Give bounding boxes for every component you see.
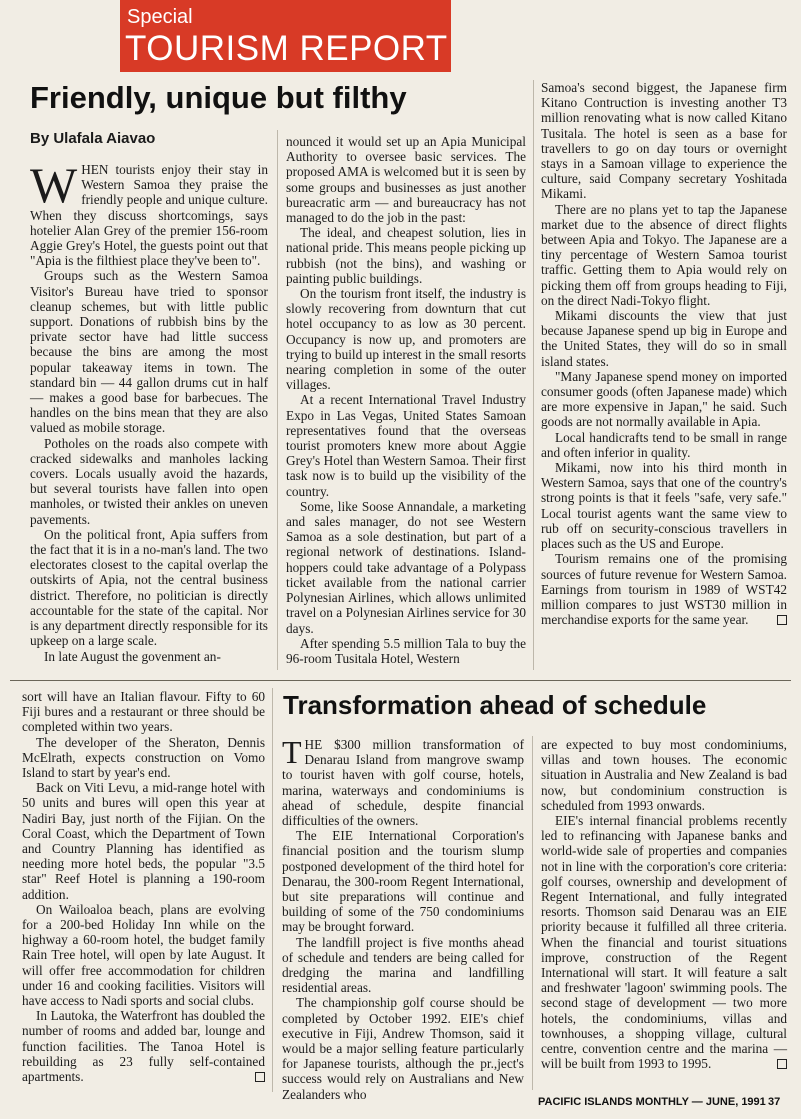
side-para-4 <box>22 1008 265 1084</box>
column-divider <box>533 80 534 670</box>
article1-column-3 <box>541 80 787 627</box>
article1-col1-para-4: In late August the govenment an- <box>44 648 221 664</box>
article1-col3-para-3: "Many Japanese spend money on imported consumer goods (often Japanese made) which are more expensive in Japan," he said. Such goods are not normally available in Apia. <box>541 368 787 430</box>
section-title: TOURISM REPORT <box>125 29 448 68</box>
article2-col1-text-0: HE $300 million transformation of Denarau Island from mangrove swamp to tourist haven with golf course, hotels, marina, waterways and condominiums is ahead of schedule, despite financial difficulties of the owners. <box>282 737 524 829</box>
end-mark-icon <box>777 1059 787 1069</box>
article2-col2-text-1: EIE's internal financial problems recently led to refinancing with Japanese banks and world-wide sale of properties and companies not in line with the corporation's core criteria: golf courses, ownership and development of Regent International, and fully integrated resorts. Thomson said Denarau was an EIE priority because it fulfilled all three criteria. When the financial and tourist situations improve, construction of the Regent International will start. It will feature a salt and freshwater 'lagoon' swimming pools. The second stage of development — two more hotels, the condominiums, villas and townhouses, a shopping village, cultural centre, convention centre and the marina — will be built from 1993 to 1995. <box>541 813 787 1072</box>
article1-col1-para-0 <box>30 157 268 269</box>
article1-col1-text-0: HEN tourists enjoy their stay in Western Samoa they praise the friendly people and unique culture. When they discuss shortcomings, says hotelier Alan Grey of the premier 156-room Aggie Grey's Hotel, the guests point out that "Apia is the filthiest place they've been to". <box>30 162 268 269</box>
column-divider <box>277 130 278 670</box>
article1-col3-para-1: There are no plans yet to tap the Japanese market due to the absence of direct flights between Apia and Tokyo. The Japanese are a tiny percentage of Western Samoa tourist traffic. Getting them to Apia would rely on picking them off from groups heading to Fiji, on the direct Nadi-Tokyo flight. <box>541 201 787 308</box>
article1-col3-para-0: Samoa's second biggest, the Japanese firm Kitano Contruction is investing another T3 million renovating what is now called Kitano Tusitala. The hotel is seen as a base for travellers to go on day tours or overnight stays in a Samoan village to experience the culture, said Company secretary Yoshitada Mikami. <box>541 80 787 202</box>
article2-col1-para-1: The EIE International Corporation's financial position and the tourism slump postponed development of the third hotel for Denarau, the 300-room Regent International, but site preparations will continue and building of some of the 750 condominiums may be brought forward. <box>282 828 524 935</box>
footer-publication: PACIFIC ISLANDS MONTHLY — JUNE, 1991 <box>538 1096 766 1108</box>
article1-col3-text-6: Tourism remains one of the promising sources of future revenue for Western Samoa. Earnings from tourism in 1989 of WST42 million compares to just WST30 million in merchandise exports for the same year. <box>541 551 787 628</box>
article1-col3-para-2: Mikami discounts the view that just because Japanese spend up big in Europe and the United States, they will do so in small island states. <box>541 308 787 369</box>
article-divider <box>10 680 791 681</box>
end-mark-icon <box>777 615 787 625</box>
article2-col1-para-0 <box>282 734 524 829</box>
column-divider <box>532 736 533 1090</box>
article2-dropcap: T <box>282 734 302 770</box>
section-kicker: Special <box>127 6 193 28</box>
article1-col3-para-6 <box>541 551 787 627</box>
article2-column-2 <box>541 737 787 1071</box>
side-para-0: sort will have an Italian flavour. Fifty to 60 Fiji bures and a restaurant or three should be completed within two years. <box>22 689 265 735</box>
article1-headline: Friendly, unique but filthy <box>30 80 407 115</box>
side-para-1: The developer of the Sheraton, Dennis McElrath, expects construction on Vomo Island to start by year's end. <box>22 734 265 781</box>
article2-column-1 <box>282 734 524 1102</box>
article1-col1-para-1: Groups such as the Western Samoa Visitor's Bureau have tried to sponsor cleanup schemes, but with little public support. Donations of rubbish bins by the private sector have had little success because the bins are among the most popular takeaway items in town. The standard bin — 44 gallon drums cut in half — makes a good base for barbecues. The handles on the bins mean that they are also valued as mobile storage. <box>30 268 268 436</box>
article1-col2-para-1: The ideal, and cheapest solution, lies in national pride. This means people picking up rubbish (not the bins), and washing or painting public buildings. <box>286 225 526 286</box>
article1-col2-para-2: On the tourism front itself, the industry is slowly recovering from downturn that cut hotel occupancy to as low as 30 percent. Occupancy is now up, and promoters are trying to build up interest in the small resorts nearing completion in some of the outer villages. <box>286 286 526 393</box>
article1-dropcap: W <box>30 157 78 213</box>
side-text-4: In Lautoka, the Waterfront has doubled the number of rooms and added bar, lounge and function facilities. The Tanoa Hotel is rebuilding as 23 fully self-contained apartments. <box>22 1008 265 1085</box>
article2-col1-para-2: The landfill project is five months ahead of schedule and tenders are being called for dredging the marina and landfilling residential areas. <box>282 934 524 996</box>
section-banner <box>120 0 451 72</box>
article1-col2-para-5: After spending 5.5 million Tala to buy the 96-room Tusitala Hotel, Western <box>286 635 526 666</box>
article1-col2-para-4: Some, like Soose Annandale, a marketing and sales manager, do not see Western Samoa as a sole destination, but part of a regional network of destinations. Island-hoppers could take advantage of a Polypass ticket available from the national carrier Polynesian Airlines, which allows unlimited travel on a Polynesian Airlines service for 30 days. <box>286 498 526 636</box>
column-divider <box>272 688 273 1092</box>
article1-col1-para-2: Potholes on the roads also compete with cracked sidewalks and manholes lacking covers. Locals usually avoid the hazards, but several tourists have fallen into open manholes, or twisted their ankles on uneven pavements. <box>30 435 268 527</box>
article1-col1-para-3: On the political front, Apia suffers from the fact that it is in a no-man's land. The two electorates closest to the capital overlap the outskirts of Apia, not the central business district. Therefore, no politician is directly accountable for the state of the capital. Nor is any department directly responsible for its upkeep on a large scale. <box>30 526 268 649</box>
article1-col2-para-0: nounced it would set up an Apia Municipal Authority to oversee basic services. The proposed AMA is welcomed but it is seen by some groups and businesses as just another bureacratic arm — and bureaucracy has not managed to do the job in the past: <box>286 134 526 226</box>
article1-column-2 <box>286 134 526 666</box>
article2-headline: Transformation ahead of schedule <box>283 690 707 720</box>
page-number: 37 <box>768 1096 781 1108</box>
article1-byline: By Ulafala Aiavao <box>30 130 156 147</box>
article2-col2-para-1 <box>541 813 787 1071</box>
side-column <box>22 689 265 1084</box>
end-mark-icon <box>255 1072 265 1082</box>
article1-column-1 <box>30 157 268 664</box>
article2-col1-para-3: The championship golf course should be completed by October 1992. EIE's chief executive in Fiji, Andrew Thomson, said it would be a major selling feature particularly for Japanese tourists, although the pr.,ject's success would rely on Australians and New Zealanders who <box>282 995 524 1102</box>
article2-col2-para-0: are expected to buy most condominiums, villas and town houses. The economic situation in Australia and New Zealand is bad now, but condominium construction is scheduled from 1993 onwards. <box>541 737 787 813</box>
article1-col2-para-3: At a recent International Travel Industry Expo in Las Vegas, United States Samoan representatives found that the overseas tourist promoters knew more about Aggie Grey's Hotel than Western Samoa. Their first task now is to build up the visibility of the country. <box>286 392 526 499</box>
side-para-2: Back on Viti Levu, a mid-range hotel with 50 units and bures will open this year at Nadiri Bay, just north of the Fijian. On the Coral Coast, which the Department of Town and Country Planning has identified as needing more hotel beds, the popular "3.5 star" Reef Hotel is planning a 190-room addition. <box>22 780 265 902</box>
article1-col3-para-5: Mikami, now into his third month in Western Samoa, says that one of the country's strong points is that it feels "safe, very safe." Local tourist agents want the same view to rub off on security-conscious travellers in places such as the US and Europe. <box>541 460 787 552</box>
side-para-3: On Wailoaloa beach, plans are evolving for a 200-bed Holiday Inn while on the highway a 60-room hotel, the budget family Rain Tree hotel, will open by late August. It will offer free accommodation for children under 16 and cooking facilities. Visitors will have access to Nadi sports and social clubs. <box>22 901 265 1009</box>
article1-col3-para-4: Local handicrafts tend to be small in range and often inferior in quality. <box>541 429 787 460</box>
